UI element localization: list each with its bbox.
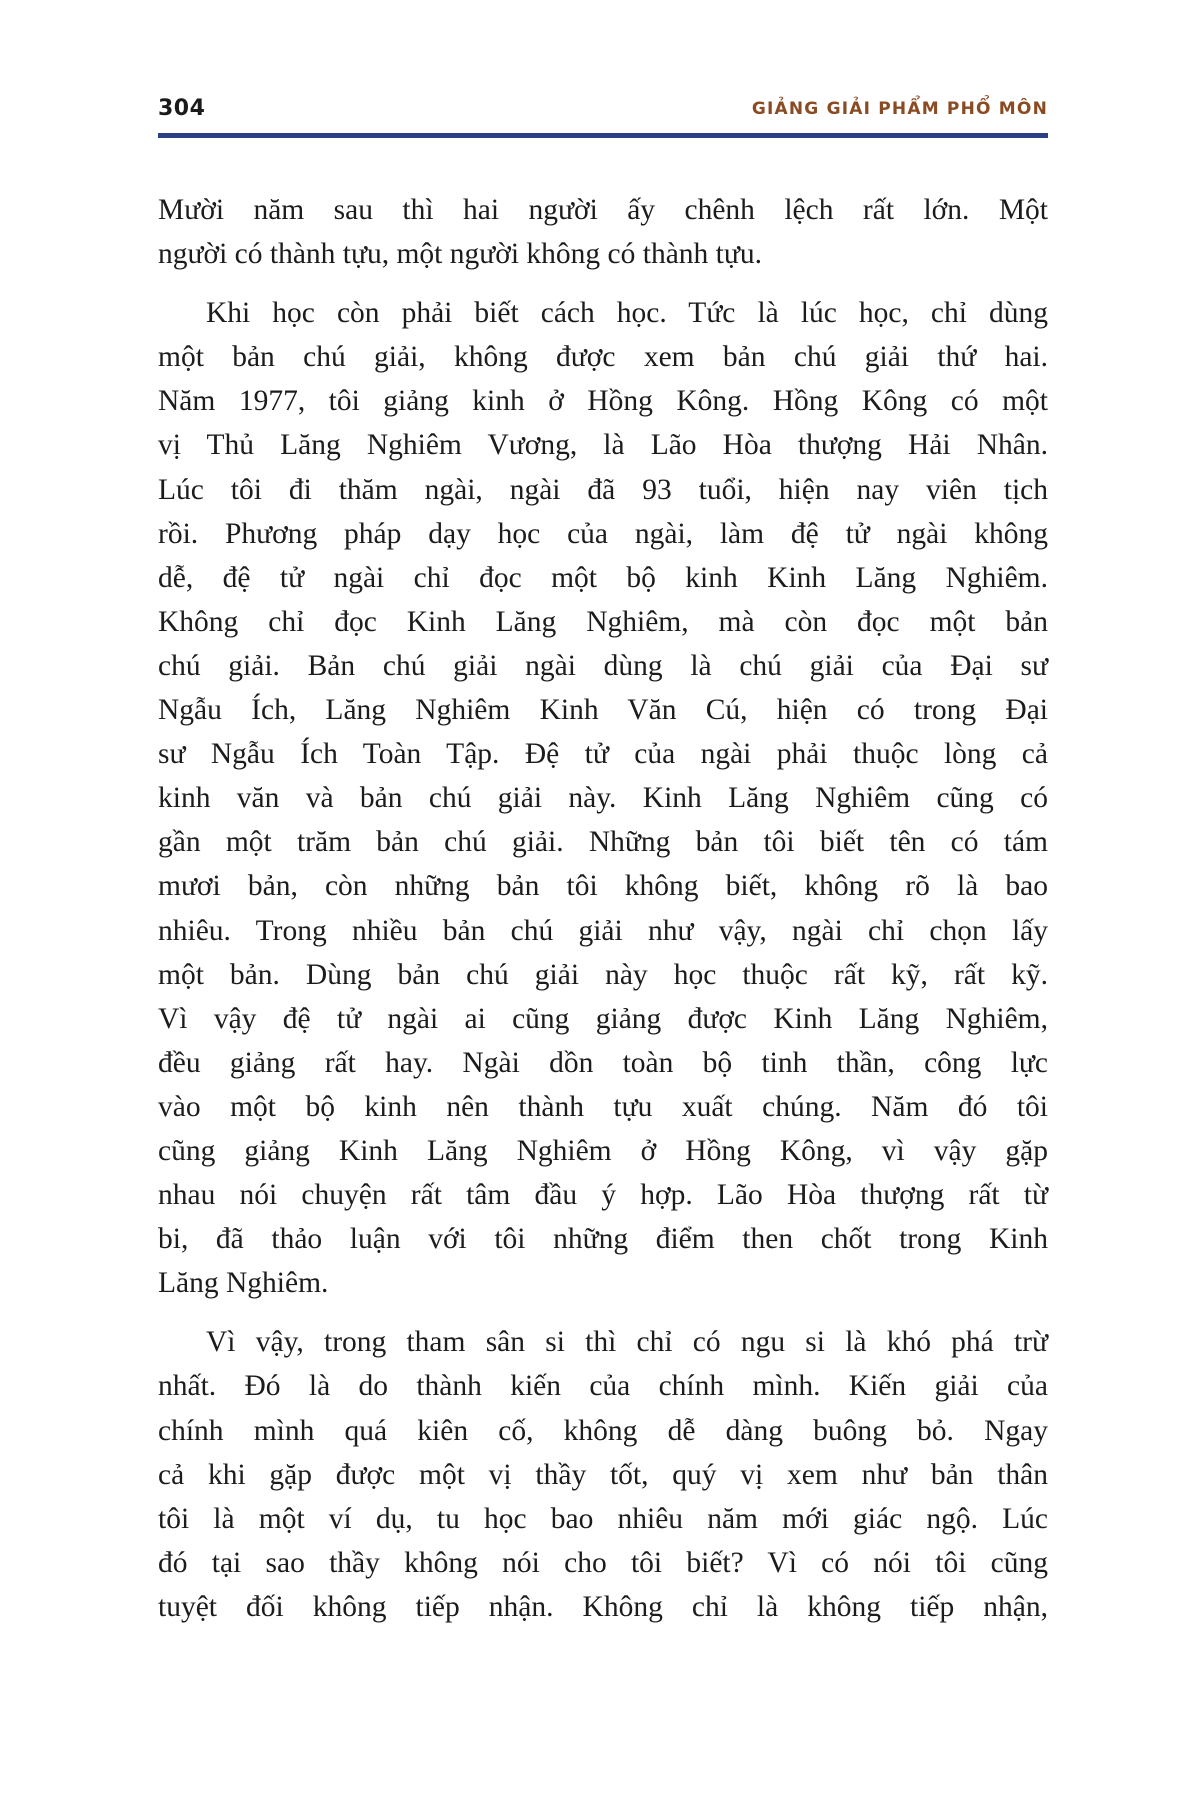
paragraph-3 bbox=[158, 1320, 1048, 1629]
paragraph-2 bbox=[158, 291, 1048, 1305]
text-line: Vì vậy đệ tử ngài ai cũng giảng được Kinh Lăng Nghiêm, bbox=[158, 1002, 1048, 1035]
text-line: đều giảng rất hay. Ngài dồn toàn bộ tinh thần, công lực bbox=[158, 1046, 1048, 1079]
page-number: 304 bbox=[158, 96, 206, 121]
text-line: vào một bộ kinh nên thành tựu xuất chúng. Năm đó tôi bbox=[158, 1090, 1048, 1123]
text-line: Ngẫu Ích, Lăng Nghiêm Kinh Văn Cú, hiện có trong Đại bbox=[158, 694, 1048, 727]
text-line: Vì vậy, trong tham sân si thì chỉ có ngu si là khó phá trừ bbox=[206, 1326, 1048, 1359]
text-line: nhiêu. Trong nhiều bản chú giải như vậy, ngài chỉ chọn lấy bbox=[158, 914, 1048, 947]
text-line: mươi bản, còn những bản tôi không biết, không rõ là bao bbox=[158, 870, 1048, 903]
header-rule bbox=[158, 133, 1048, 138]
text-line: kinh văn và bản chú giải này. Kinh Lăng Nghiêm cũng có bbox=[158, 782, 1048, 815]
text-line: đó tại sao thầy không nói cho tôi biết? Vì có nói tôi cũng bbox=[158, 1546, 1048, 1579]
text-line: chính mình quá kiên cố, không dễ dàng buông bỏ. Ngay bbox=[158, 1414, 1048, 1447]
text-line: Không chỉ đọc Kinh Lăng Nghiêm, mà còn đọc một bản bbox=[158, 605, 1048, 638]
text-line: gần một trăm bản chú giải. Những bản tôi biết tên có tám bbox=[158, 826, 1048, 859]
text-line: người có thành tựu, một người không có thành tựu. bbox=[158, 238, 762, 271]
text-line: nhất. Đó là do thành kiến của chính mình. Kiến giải của bbox=[158, 1370, 1048, 1403]
text-line: dễ, đệ tử ngài chỉ đọc một bộ kinh Kinh Lăng Nghiêm. bbox=[158, 561, 1048, 594]
text-line: tôi là một ví dụ, tu học bao nhiêu năm mới giác ngộ. Lúc bbox=[158, 1502, 1048, 1535]
text-line: rồi. Phương pháp dạy học của ngài, làm đệ tử ngài không bbox=[158, 517, 1048, 550]
text-line: một bản. Dùng bản chú giải này học thuộc rất kỹ, rất kỹ. bbox=[158, 958, 1048, 991]
text-line: cả khi gặp được một vị thầy tốt, quý vị xem như bản thân bbox=[158, 1458, 1048, 1491]
text-line: nhau nói chuyện rất tâm đầu ý hợp. Lão Hòa thượng rất từ bbox=[158, 1179, 1048, 1212]
text-line: Lăng Nghiêm. bbox=[158, 1267, 329, 1300]
text-line: tuyệt đối không tiếp nhận. Không chỉ là không tiếp nhận, bbox=[158, 1590, 1048, 1623]
text-line: Khi học còn phải biết cách học. Tức là lúc học, chỉ dùng bbox=[206, 297, 1048, 330]
text-line: chú giải. Bản chú giải ngài dùng là chú giải của Đại sư bbox=[158, 649, 1048, 682]
body-text bbox=[158, 188, 1048, 1644]
text-line: bi, đã thảo luận với tôi những điểm then chốt trong Kinh bbox=[158, 1223, 1048, 1256]
text-line: Năm 1977, tôi giảng kinh ở Hồng Kông. Hồng Kông có một bbox=[158, 385, 1048, 418]
paragraph-1 bbox=[158, 188, 1048, 276]
text-line: Mười năm sau thì hai người ấy chênh lệch rất lớn. Một bbox=[158, 194, 1048, 226]
text-line: vị Thủ Lăng Nghiêm Vương, là Lão Hòa thượng Hải Nhân. bbox=[158, 429, 1048, 462]
running-title: GIẢNG GIẢI PHẨM PHỔ MÔN bbox=[751, 99, 1048, 119]
text-line: cũng giảng Kinh Lăng Nghiêm ở Hồng Kông, vì vậy gặp bbox=[158, 1134, 1048, 1167]
page-header bbox=[158, 94, 1048, 130]
text-line: sư Ngẫu Ích Toàn Tập. Đệ tử của ngài phải thuộc lòng cả bbox=[158, 738, 1048, 771]
text-line: một bản chú giải, không được xem bản chú giải thứ hai. bbox=[158, 341, 1048, 374]
text-line: Lúc tôi đi thăm ngài, ngài đã 93 tuổi, hiện nay viên tịch bbox=[158, 473, 1048, 506]
